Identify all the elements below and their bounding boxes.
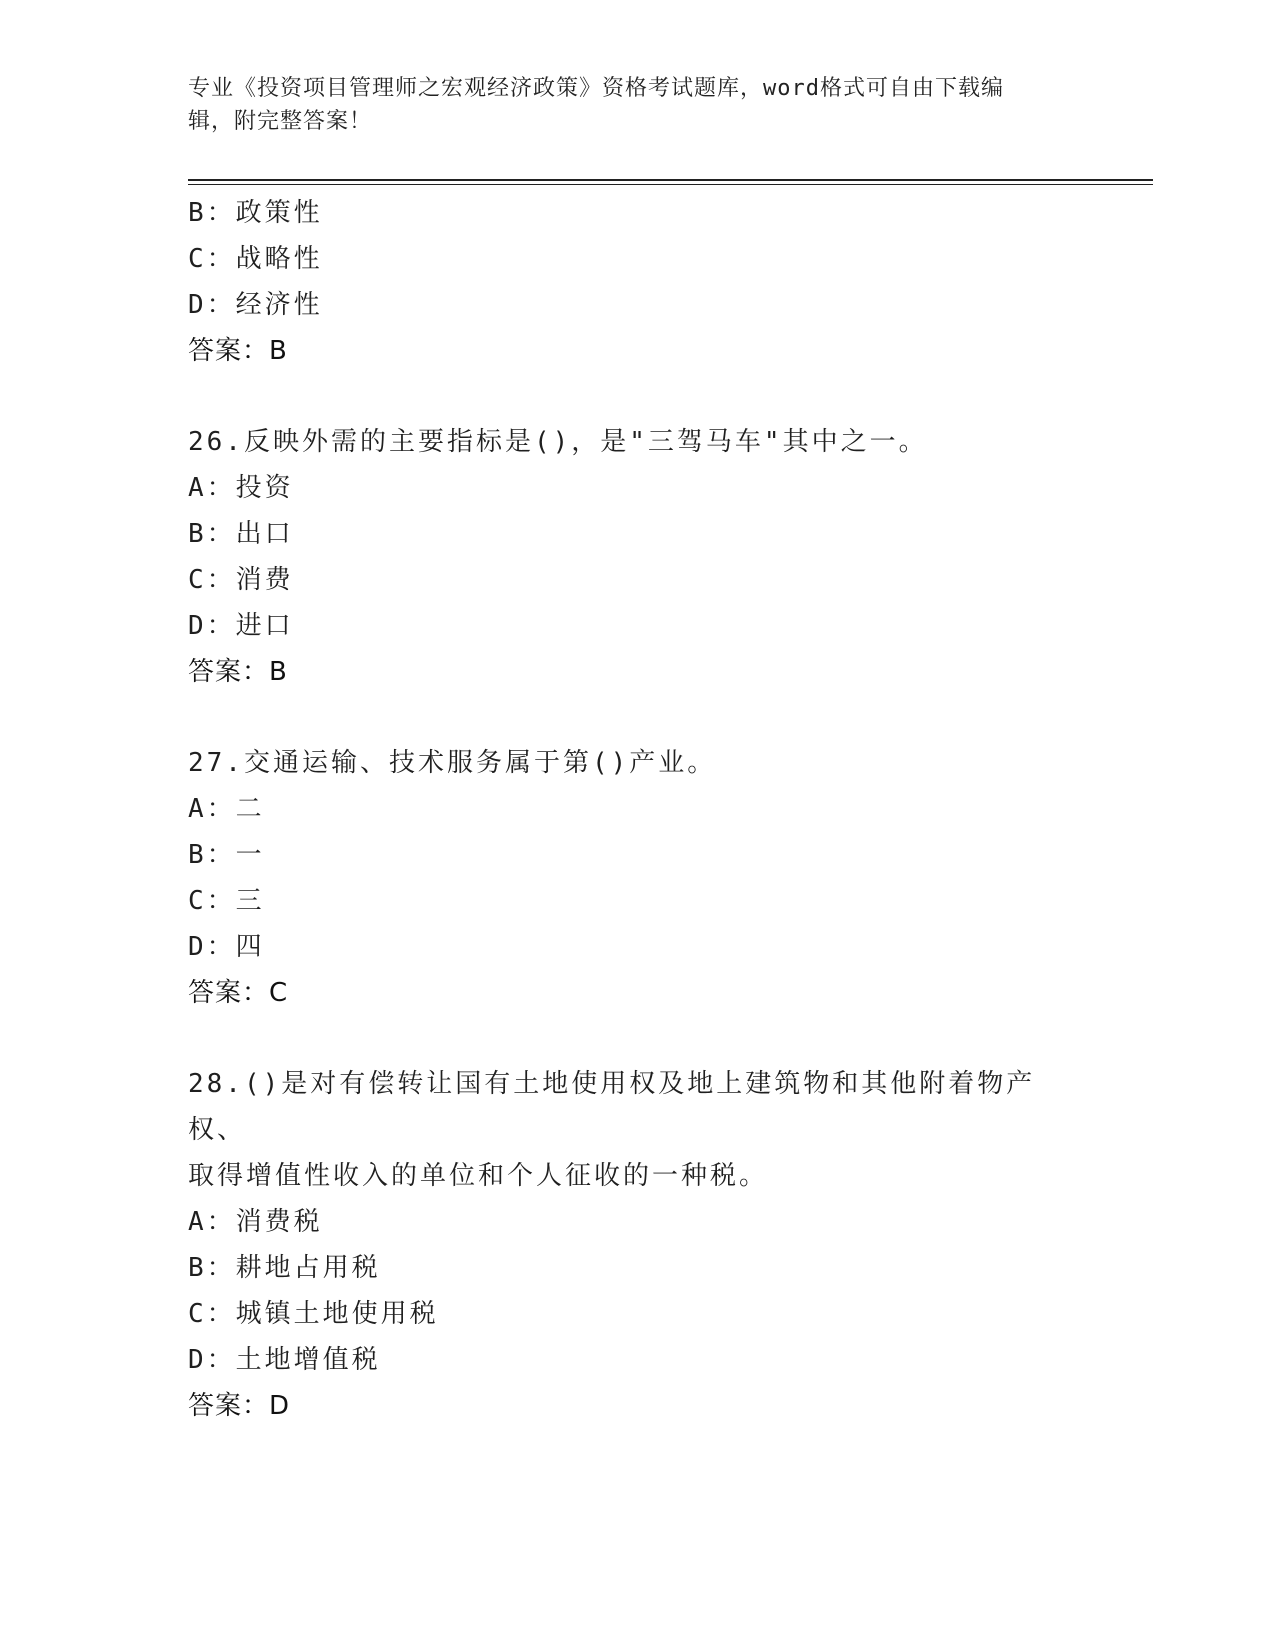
option-text: 进口	[235, 611, 294, 641]
option-text: 投资	[235, 473, 294, 503]
option-text: 三	[235, 886, 265, 916]
option-d	[188, 282, 1088, 328]
option-text: 消费	[235, 565, 294, 595]
option-label: B：	[188, 840, 236, 870]
option-label: B：	[188, 198, 236, 228]
question-block-27	[188, 740, 1088, 1016]
answer-line: 答案：C	[188, 978, 289, 1008]
question-stem-line-2: 取得增值性收入的单位和个人征收的一种税。	[188, 1161, 769, 1191]
option-c	[188, 236, 1088, 282]
question-list	[188, 190, 1088, 1429]
header-rule-thin	[188, 184, 1153, 185]
question-stem: 27.交通运输、技术服务属于第()产业。	[188, 748, 717, 778]
question-block-28	[188, 1061, 1088, 1429]
option-label: D：	[188, 290, 236, 320]
option-text: 城镇土地使用税	[235, 1299, 439, 1329]
header-rule-thick	[188, 179, 1153, 181]
option-c	[188, 878, 1088, 924]
header-line-2: 辑，附完整答案！	[188, 109, 373, 134]
option-label: A：	[188, 794, 236, 824]
option-d	[188, 1337, 1088, 1383]
option-a	[188, 786, 1088, 832]
option-label: C：	[188, 244, 236, 274]
option-text: 土地增值税	[235, 1345, 381, 1375]
option-text: 四	[235, 932, 265, 962]
option-label: D：	[188, 1345, 236, 1375]
option-text: 一	[235, 840, 265, 870]
option-label: D：	[188, 932, 236, 962]
option-label: D：	[188, 611, 236, 641]
option-b	[188, 1245, 1088, 1291]
question-block-26	[188, 419, 1088, 695]
option-text: 二	[235, 794, 265, 824]
question-stem: 26.反映外需的主要指标是()，是"三驾马车"其中之一。	[188, 427, 928, 457]
option-c	[188, 557, 1088, 603]
answer-line: 答案：D	[188, 1391, 291, 1421]
option-label: A：	[188, 473, 236, 503]
option-label: B：	[188, 1253, 236, 1283]
option-b	[188, 511, 1088, 557]
option-d	[188, 603, 1088, 649]
answer-line: 答案：B	[188, 657, 288, 687]
option-b	[188, 832, 1088, 878]
question-block-partial	[188, 190, 1088, 374]
option-label: C：	[188, 1299, 236, 1329]
option-d	[188, 924, 1088, 970]
option-text: 耕地占用税	[235, 1253, 381, 1283]
answer-line: 答案：B	[188, 336, 288, 366]
option-text: 政策性	[235, 198, 323, 228]
option-a	[188, 465, 1088, 511]
option-a	[188, 1199, 1088, 1245]
question-stem-line-1: 28.()是对有偿转让国有土地使用权及地上建筑物和其他附着物产权、	[188, 1069, 1036, 1145]
option-b	[188, 190, 1088, 236]
option-label: C：	[188, 565, 236, 595]
option-c	[188, 1291, 1088, 1337]
option-label: A：	[188, 1207, 236, 1237]
option-text: 消费税	[235, 1207, 323, 1237]
option-text: 经济性	[235, 290, 323, 320]
header-line-1: 专业《投资项目管理师之宏观经济政策》资格考试题库，word格式可自由下载编	[188, 76, 1004, 101]
option-text: 出口	[235, 519, 294, 549]
option-label: B：	[188, 519, 236, 549]
option-text: 战略性	[235, 244, 323, 274]
document-header	[188, 72, 1088, 138]
option-label: C：	[188, 886, 236, 916]
